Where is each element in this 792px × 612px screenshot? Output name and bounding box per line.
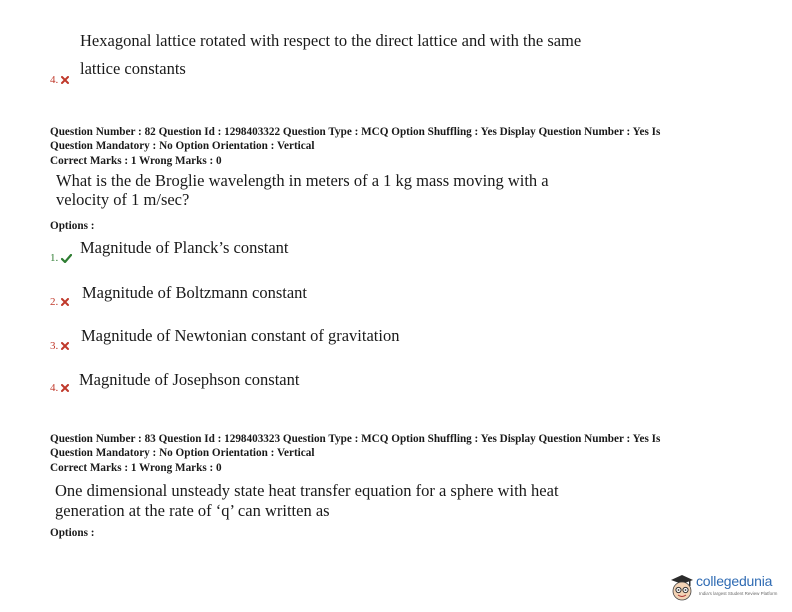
q83-marks: Correct Marks : 1 Wrong Marks : 0 [50, 462, 222, 474]
check-icon [61, 254, 72, 263]
collegedunia-logo [669, 570, 787, 606]
q83-meta-line2: Question Mandatory : No Option Orientation : Vertical [50, 447, 315, 459]
q82-marks: Correct Marks : 1 Wrong Marks : 0 [50, 155, 222, 167]
q83-text-line1: One dimensional unsteady state heat transfer equation for a sphere with heat [55, 481, 559, 500]
cross-icon [61, 298, 69, 306]
q82-option4-text: Magnitude of Josephson constant [79, 370, 300, 389]
q82-option3-text: Magnitude of Newtonian constant of gravitation [81, 326, 400, 345]
q82-text-line2: velocity of 1 m/sec? [56, 190, 190, 209]
q82-meta-line2: Question Mandatory : No Option Orientation : Vertical [50, 140, 315, 152]
prev-option4-number [50, 74, 69, 86]
q82-options-label: Options : [50, 220, 95, 232]
option-number: 4. [50, 382, 59, 394]
option-number: 3. [50, 340, 59, 352]
q82-option1-text: Magnitude of Planck’s constant [80, 238, 289, 257]
q82-option1-number [50, 252, 72, 264]
cross-icon [61, 384, 69, 392]
q82-option4-number [50, 382, 69, 394]
cross-icon [61, 342, 69, 350]
mascot-icon [669, 572, 695, 604]
option-number: 1. [50, 252, 59, 264]
q83-meta-line1: Question Number : 83 Question Id : 1298403323 Question Type : MCQ Option Shuffling : Yes Display Question Number : Yes Is [50, 433, 661, 445]
q82-option2-number [50, 296, 69, 308]
cross-icon [61, 76, 69, 84]
option-number: 2. [50, 296, 59, 308]
q82-meta-line1: Question Number : 82 Question Id : 1298403322 Question Type : MCQ Option Shuffling : Yes Display Question Number : Yes Is [50, 126, 661, 138]
q82-option2-text: Magnitude of Boltzmann constant [82, 283, 307, 302]
option-number: 4. [50, 74, 59, 86]
prev-option4-line1: Hexagonal lattice rotated with respect to the direct lattice and with the same [80, 31, 582, 50]
prev-option4-line2: lattice constants [80, 59, 186, 78]
logo-tagline: India's largest Student Review Platform [699, 591, 778, 596]
q82-option3-number [50, 340, 69, 352]
logo-wordmark: collegedunia [696, 573, 773, 589]
q83-text-line2: generation at the rate of ‘q’ can written as [55, 501, 330, 520]
q83-options-label: Options : [50, 527, 95, 539]
q82-text-line1: What is the de Broglie wavelength in meters of a 1 kg mass moving with a [56, 171, 549, 190]
